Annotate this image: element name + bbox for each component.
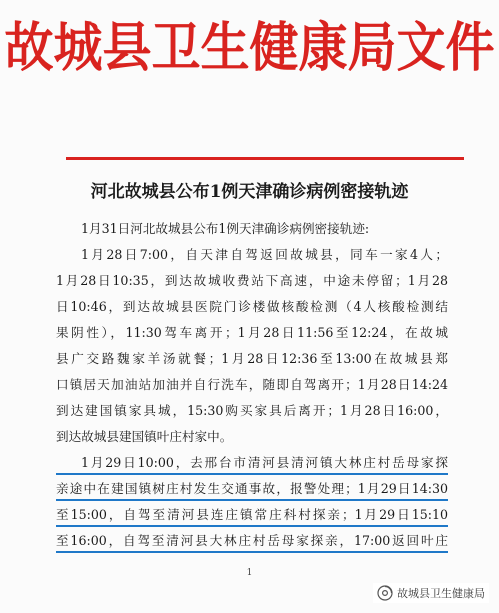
text-line-5: 果阴性），11:30驾车离开；1月28日11:56至12:24，在故城: [56, 325, 448, 340]
account-watermark: [373, 583, 489, 603]
text-line-11: 亲途中在建国镇树庄村发生交通事故，报警处理；1月29日14:30: [56, 476, 448, 502]
watermark-text: 故城县卫生健康局: [397, 587, 485, 600]
text-line-7: 口镇居天加油站加油并自行洗车，随即自驾离开；1月28日14:24: [56, 377, 448, 392]
text-line-1: 1月31日河北故城县公布1例天津确诊病例密接轨迹:: [81, 221, 370, 236]
document-title: 河北故城县公布1例天津确诊病例密接轨迹: [90, 182, 409, 202]
text-line-9: 到达故城县建国镇叶庄村家中。: [56, 429, 233, 444]
text-line-8: 到达建国镇家具城，15:30购买家具后离开；1月28日16:00，: [56, 403, 448, 418]
text-line-13: 至16:00，自驾至清河县大林庄村岳母家探亲，17:00返回叶庄: [56, 528, 448, 554]
red-divider-rule: [66, 157, 464, 160]
letterhead-title: 故城县卫生健康局文件: [4, 15, 495, 79]
text-line-3: 1月28日10:35，到达故城收费站下高速，中途未停留；1月28: [56, 273, 448, 288]
page-number: 1: [246, 568, 253, 578]
text-line-10: 1月29日10:00，去邢台市清河县清河镇大林庄村岳母家探: [56, 450, 448, 476]
text-line-2: 1月28日7:00，自天津自驾返回故城县，同车一家4人；: [81, 247, 448, 262]
text-line-6: 县广交路魏家羊汤就餐；1月28日12:36至13:00在故城县郑: [56, 351, 448, 366]
text-line-12: 至15:00，自驾至清河县连庄镇常庄科村探亲；1月29日15:10: [56, 502, 448, 528]
body-text: [56, 216, 448, 554]
text-line-4: 日10:46，到达故城县医院门诊楼做核酸检测（4人核酸检测结: [56, 299, 448, 314]
wechat-official-account-icon: [377, 585, 393, 601]
